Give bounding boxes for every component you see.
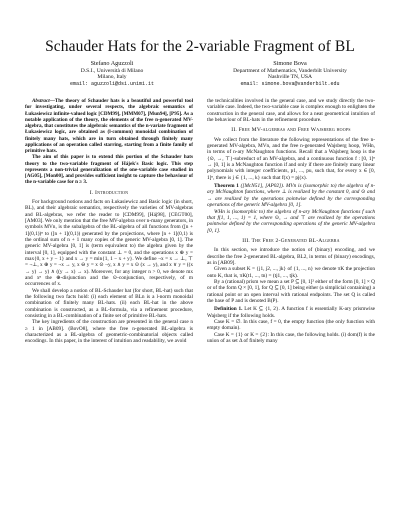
left-column xyxy=(25,98,193,345)
section-3-paragraph: In this section, we introduce the notion of (binary) encoding, and we describe the free 2-generated BL-algebra, BL2, in terms of (binary) encodings, as in [AB09]. xyxy=(207,247,375,266)
definition-case: Case K = {1} or K = {2}: In this case, the following holds. (i) dom(f) is the union of as set Δ of finitely many xyxy=(207,331,375,345)
definition-case: Case K = ∅. In this case, f = 0, the empty function (the only function with empty domain). xyxy=(207,319,375,332)
right-column xyxy=(207,98,375,344)
section-heading-free-mv-algebras: II. Free MV-algebras and Free Wajsberg hoops xyxy=(231,127,351,134)
definition-label: Definition 1. xyxy=(214,306,243,313)
section-3-paragraph: Given a subset K = {j1, j2, ..., jk} of {1, ..., n} we denote πK the projection onto K, that is, πK(t1, ..., tn) = (tj1, ..., tjk). xyxy=(207,266,375,279)
author-email: email: simone.bova@vanderbilt.edu xyxy=(240,80,340,87)
intro-paragraph: For background notions and facts on Łukasiewicz and Basic logic (in short, BL), and their algebraic semantics, respectively the varieties of MV-algebras and BL-algebras, we refer the reader to [CDM99], [Háj98], [CEGT00], [AM03]. We only mention that the free MV-algebra over n-many generators, in symbols MVn, is the subalgebra of the BL-algebra of all functions from ([n + 1](0,1))ⁿ to ([n + 1](0,1)) generated by the projections, where [n + 1](0,1) is the ordinal sum of n + 1 many copies of the generic MV-algebra [0, 1]. The generic MV-algebra [0, 1] is (term equivalent to) the algebra given by the interval [0, 1], equipped with the constant ⊥ = 0, and the operations x ⊕ y = max{0, x + y − 1} and x → y = min{1, 1 − x + y}. We define ¬x = x → ⊥, ⊤ = ¬⊥, x ⊕ y = ¬x → y, x ⊖ y = x ⊙ ¬y, x ∧ y = x ⊙ (x → y), and x ∨ y = ((x → y) → y) ∧ ((y → x) → x). Moreover, for any integer n > 0, we denote mx and xⁿ the ⊕-disjunction and the ⊙-conjunction, respectively, of m occurrences of x. xyxy=(25,198,193,288)
abstract-text: —The theory of Schauder hats is a beautiful and powerful tool for investigating, under several respects, the algebraic semantics of Łukasiewicz infinite-valued logic [CDM99], [MMM07], [Mun94], [P95]. As a notable application of the theory, the elements of the free n-generated MV-algebra, that constitutes the algebraic semantics of the n-variate fragment of Łukasiewicz logic, are obtained as (l-common) monoidal combination of finitely many hats, which are in turn obtained through finitely many applications of an operation called starring, starting from a finite family of primitive hats. xyxy=(25,98,193,154)
section-heading-introduction: I. Introduction xyxy=(89,189,129,196)
author-block-aguzzoli xyxy=(28,61,196,87)
author-email: email: aguzzoli@dsi.unimi.it xyxy=(69,80,154,87)
author-affiliation: D.S.I., Università di Milano xyxy=(80,67,144,74)
author-block-bova xyxy=(206,61,374,87)
section-2-paragraph: We collect from the literature the following representations of the free n-generated MV-algebra, MVn, and the free n-generated Wajsberg hoop, WHn, in terms of n-ary McNaughton functions. Recall that a Wajsberg hoop is the {⊙, →, ⊤}-subreduct of an MV-algebra, and a continuous function f : [0, 1]ⁿ → [0, 1] is a McNaughton function if and only if there are finitely many linear polynomials with integer coefficients, p1, ..., pu, such that, for every x ∈ [0, 1]ⁿ, there is j ∈ {1, ..., k} such that f(x) = pj(x). xyxy=(207,136,375,181)
author-location: Milano, Italy xyxy=(97,74,127,81)
author-affiliation: Department of Mathematics, Vanderbilt University xyxy=(233,67,347,74)
theorem-1 xyxy=(207,183,375,208)
paper-title: Schauder Hats for the 2-variable Fragment of BL xyxy=(45,38,355,55)
author-name: Stefano Aguzzoli xyxy=(90,60,134,67)
intro-paragraph-end: the technicalities involved in the general case, and we study directly the two-variable case. Indeed, the two-variable case is complex enough to enlighten the construction in the general case, and allows for a neat geometrical intuition of the behaviour of BL-hats in the refinement procedure. xyxy=(207,98,375,124)
author-name: Simone Bova xyxy=(273,60,307,67)
definition-text: Let K ⊆ {1, 2}. A function f is essentially K-ary prismwise Wajsberg if the following holds. xyxy=(207,306,375,319)
section-heading-free-bl-algebra: III. The Free 2-Generated BL-Algebra xyxy=(242,237,340,244)
section-3-paragraph: By a (rational) prism we mean a set P ⊆ [0, 1]² either of the form [0, 1] × Q or of the form Q × [0, 1], for Q ⊆ [0, 1] being either (a simplicial containing) a rational point or an open interval with rational endpoints. The set Q is called the base of P and is denoted B(P). xyxy=(207,278,375,304)
intro-paragraph: We shall develop a notion of BL-Schauder hat (for short, BL-hat) such that the following two facts hold: (i) each element of BLn is a l-norm monoidal combination of finitely many BL-hats. (ii) each BL-hat in the above combination is constructed, as a BL-formula, via a refinement procedure, consisting in a BL-combination of a finite set of primitive BL-hats. xyxy=(25,287,193,320)
abstract xyxy=(25,98,193,154)
theorem-1-continued: WHn is (isomorphic to) the algebra of n-ary McNaughton functions f such that f(1, 1, ..., 1) = 1, where ⊙, → and ⊤ are realized by the operations pointwise defined by the corresponding operations of the generic MV-algebra [0, 1]. xyxy=(207,208,375,234)
author-location: Nashville TN, USA xyxy=(267,74,313,81)
definition-1 xyxy=(207,306,375,319)
theorem-text: ([McN51], [AP02]). MVn is (isomorphic to) the algebra of n-ary McNaughton functions, where ⊥ is realized by the constant 0, and ⊙ and → are realized by the operations pointwise defined by the corresponding operations of the generic MV-algebra [0, 1]. xyxy=(207,183,376,209)
intro-paragraph: The key ingredients of the construction are presented in the general case n ≥ 1 in [AB09]. (BovO8], where the free n-generated BL-algebra is characterized as a BL-algebra of geometric-combinatorial objects called encodings. In this paper, in the interest of intuition and readability, we avoid xyxy=(25,319,193,345)
abstract-continued: The aim of this paper is to extend this portion of the Schauder hats theory to the two-variable fragment of Hájek's Basic logic. This step represents a non-trivial generalization of the one-variable case studied in [AG05], [Mon00], and provides sufficient insight to capture the behaviour of the n-variable case for n ≥ 3. xyxy=(25,154,193,186)
abstract-label: Abstract xyxy=(32,98,50,104)
theorem-label: Theorem 1 xyxy=(214,183,239,190)
